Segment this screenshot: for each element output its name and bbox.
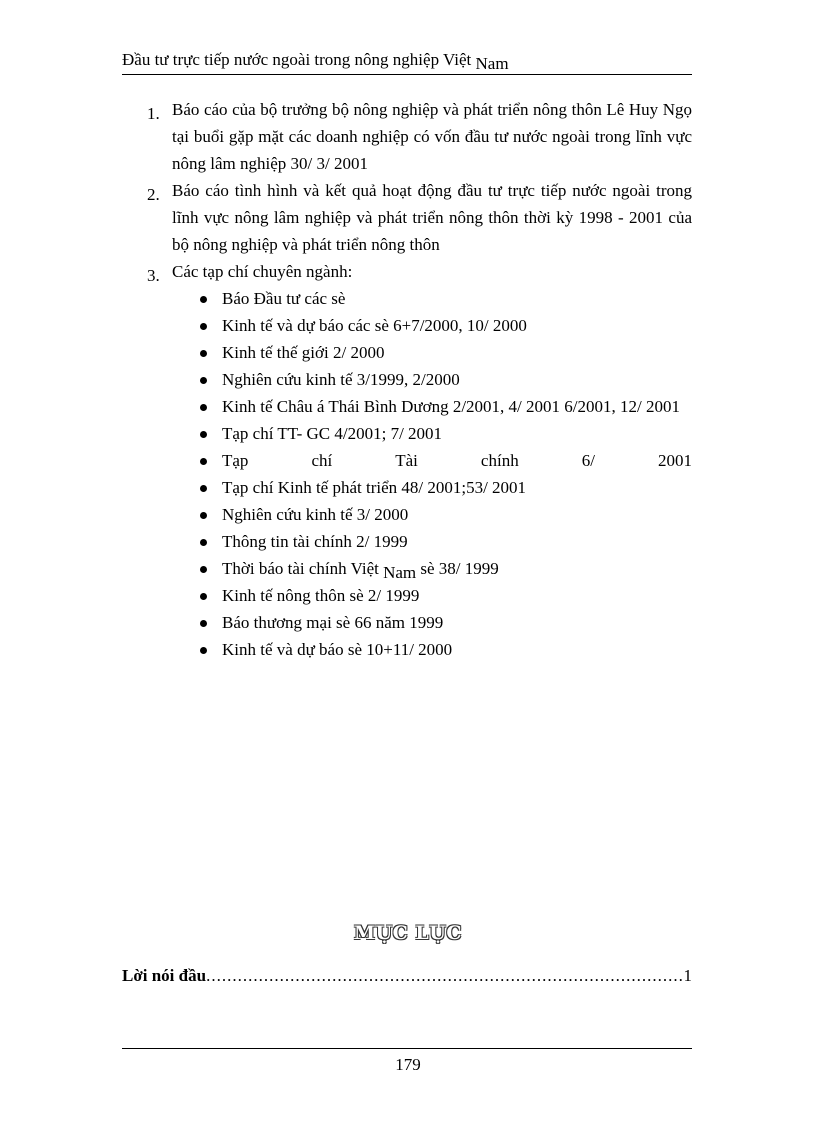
journal-item — [172, 609, 692, 636]
journal-text: Kinh tế Châu á Thái Bình Dương 2/2001, 4/ 2001 6/2001, 12/ 2001 — [222, 397, 680, 416]
page-number: 179 — [395, 1055, 421, 1074]
journal-text: Báo thương mại sè 66 năm 1999 — [222, 613, 444, 632]
reference-item — [145, 258, 692, 663]
bullet-icon — [200, 404, 207, 411]
toc-entry-label: Lời nói đầu — [122, 966, 207, 985]
toc-title: MỤC LỤC — [354, 922, 462, 944]
journal-item — [172, 528, 692, 555]
journal-text: Tạp chí TT- GC 4/2001; 7/ 2001 — [222, 424, 443, 443]
bullet-icon — [200, 620, 207, 627]
journal-item — [172, 339, 692, 366]
header-title: Đầu tư trực tiếp nước ngoài trong nông nghiệp Việt — [122, 50, 472, 69]
journal-text: Kinh tế thế giới 2/ 2000 — [222, 343, 385, 362]
reference-number: 3. — [147, 266, 160, 285]
journal-item — [172, 474, 692, 501]
journal-list — [172, 285, 692, 663]
journal-text: Tạp chí Kinh tế phát triển 48/ 2001;53/ 2001 — [222, 478, 527, 497]
bullet-icon — [200, 485, 207, 492]
journal-word: chí — [311, 451, 333, 470]
journal-item — [172, 393, 692, 420]
journal-text: Kinh tế nông thôn sè 2/ 1999 — [222, 586, 420, 605]
journal-text: Báo Đầu tư các sè — [222, 289, 346, 308]
reference-number: 2. — [147, 185, 160, 204]
bullet-icon — [200, 593, 207, 600]
bullet-icon — [200, 431, 207, 438]
journal-item — [172, 501, 692, 528]
journal-word: Tạp — [222, 451, 249, 470]
toc-entry-page: 1 — [683, 966, 692, 985]
toc-entry[interactable] — [122, 966, 692, 986]
bullet-icon — [200, 296, 207, 303]
journal-text: Thông tin tài chính 2/ 1999 — [222, 532, 408, 551]
journal-item — [172, 555, 692, 582]
toc-dot-leader — [206, 966, 683, 986]
reference-item — [145, 96, 692, 177]
journal-word: 2001 — [657, 451, 692, 470]
journal-word: 6/ — [581, 451, 595, 470]
reference-item — [145, 177, 692, 258]
journal-word: chính — [480, 451, 519, 470]
journal-item — [172, 366, 692, 393]
bullet-icon — [200, 512, 207, 519]
reference-text: Báo cáo tình hình và kết quả hoạt động đầu tư trực tiếp nước ngoài trong lĩnh vực nông lâm nghiệp và phát triển nông thôn thời kỳ 1998 - 2001 của bộ nông nghiệp và phát triển nông thôn — [172, 181, 692, 254]
journal-text: Kinh tế và dự báo sè 10+11/ 2000 — [222, 640, 453, 659]
journal-text-before: Thời báo tài chính Việt — [222, 559, 379, 578]
journal-item — [172, 312, 692, 339]
journal-item — [172, 420, 692, 447]
journal-item — [172, 636, 692, 663]
header-title-sub: Nam — [475, 54, 509, 73]
bullet-icon — [200, 647, 207, 654]
bullet-icon — [200, 566, 207, 573]
journal-word: Tài — [395, 451, 418, 470]
bullet-icon — [200, 377, 207, 384]
reference-number: 1. — [147, 104, 160, 123]
journal-text — [222, 559, 499, 582]
running-header — [122, 50, 692, 75]
reference-text: Các tạp chí chuyên ngành: — [172, 262, 353, 281]
journal-text: Kinh tế và dự báo các sè 6+7/2000, 10/ 2000 — [222, 316, 527, 335]
journal-item — [172, 447, 692, 474]
bullet-icon — [200, 350, 207, 357]
footer-divider — [122, 1048, 692, 1049]
journal-item — [172, 582, 692, 609]
reference-text: Báo cáo của bộ trưởng bộ nông nghiệp và phát triển nông thôn Lê Huy Ngọ tại buổi gặp mặt các doanh nghiệp có vốn đầu tư nước ngoài trong lĩnh vực nông lâm nghiệp 30/ 3/ 2001 — [172, 100, 692, 173]
journal-item — [172, 285, 692, 312]
journal-text-justified — [222, 447, 692, 474]
bullet-icon — [200, 323, 207, 330]
journal-text: Nghiên cứu kinh tế 3/ 2000 — [222, 505, 409, 524]
bullet-icon — [200, 539, 207, 546]
journal-text-sub: Nam — [383, 563, 417, 582]
journal-text-after: sè 38/ 1999 — [420, 559, 499, 578]
bullet-icon — [200, 458, 207, 465]
journal-text: Nghiên cứu kinh tế 3/1999, 2/2000 — [222, 370, 460, 389]
reference-list — [145, 96, 692, 663]
